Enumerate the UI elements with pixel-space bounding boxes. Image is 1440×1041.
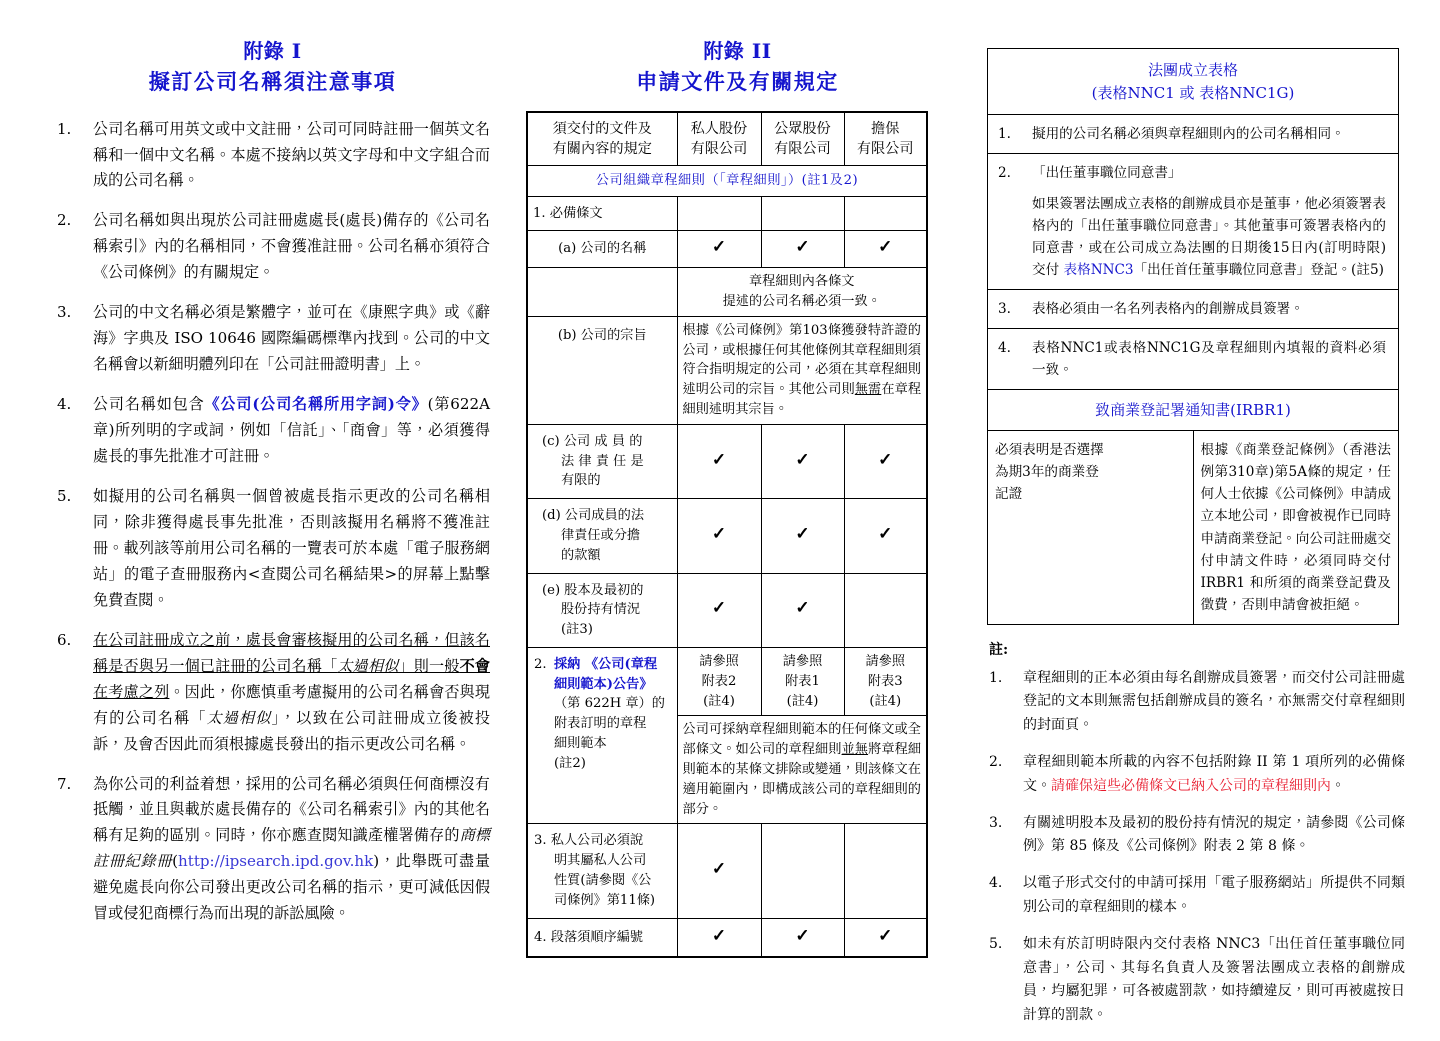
requirement-item-1	[988, 115, 1399, 154]
note-line-1: 章程細則內各條文	[749, 274, 855, 290]
blue-line-1: 採納 《公司(章程	[554, 656, 658, 672]
trademark-register-italic: 商標註冊紀錄冊	[93, 826, 490, 871]
tail-line-1: （第 622H 章）的	[554, 696, 665, 712]
row-label-mandatory-clauses: 1. 必備條文	[527, 196, 677, 231]
cell-public-check	[761, 918, 844, 957]
cell-empty	[527, 268, 677, 317]
cell-public-check	[761, 424, 844, 498]
item-number: 4.	[998, 340, 1011, 357]
table-row	[988, 154, 1399, 290]
label-line-1: (c) 公司 成 員 的	[542, 433, 643, 449]
paren-open: (	[172, 852, 179, 871]
item-text-underlined-2: 」則一般	[398, 656, 460, 675]
item-text: 表格NNC1或表格NNC1G及章程細則內填報的資料必須一致。	[1032, 340, 1386, 379]
list-item	[55, 772, 490, 928]
cell-public-check	[761, 573, 844, 647]
item-subtext	[1032, 193, 1386, 281]
subtext-pre: 如果簽署法團成立表格的創辦成員亦是董事，他必須簽署表格內的「出任董事職位同意書」。其他董事可簽署表格內的同意書，或在公司成立為法團的日期後15日內(訂明時限)交付	[1032, 196, 1386, 279]
check-icon: ✓	[878, 925, 893, 946]
table-row	[527, 424, 927, 498]
note-number: 1.	[989, 669, 1003, 686]
cell-guarantee-check	[844, 499, 927, 573]
list-item	[55, 208, 490, 286]
check-icon: ✓	[711, 859, 727, 880]
check-icon: ✓	[795, 925, 810, 946]
column-header-private-company	[677, 112, 761, 166]
cell-guarantee-check	[844, 918, 927, 957]
row-label-limited-liability	[527, 424, 677, 498]
cell-private-check	[677, 573, 761, 647]
column-header-public-company	[761, 112, 844, 166]
item-text: 公司名稱如與出現於公司註冊處處長(處長)備存的《公司名稱索引》內的名稱相同，不會獲准註冊。公司名稱亦須符合《公司條例》的有關規定。	[93, 211, 490, 282]
list-item	[55, 117, 490, 195]
item-text-underlined-3: 在考慮之列	[93, 682, 170, 701]
note-item	[987, 812, 1405, 860]
requirements-table	[526, 111, 928, 959]
schedule-line-2: 附表2	[701, 673, 737, 689]
table-row	[527, 918, 927, 957]
table-row	[527, 231, 927, 268]
label-line-2: 明其屬私人公司	[554, 853, 647, 869]
header-line-1: 須交付的文件及	[552, 120, 652, 137]
table-row	[527, 196, 927, 231]
check-icon: ✓	[711, 925, 727, 946]
table-row	[527, 648, 927, 716]
header-line-1: 私人股份	[690, 120, 748, 137]
check-icon: ✓	[795, 237, 810, 258]
brn-choice-label	[988, 431, 1194, 624]
item-number: 7.	[57, 774, 72, 793]
table-section-row	[527, 165, 927, 196]
row3-number: 3.	[534, 833, 547, 849]
item-body	[1032, 162, 1386, 281]
item-text-lead: 公司名稱如包含	[93, 395, 205, 414]
list-item	[55, 628, 490, 758]
model-articles-body	[534, 655, 672, 774]
header-line-1: 公眾股份	[774, 120, 831, 137]
item-text: 如擬用的公司名稱與一個曾被處長指示更改的公司名稱相同，除非獲得處長事先批准，否則該擬用名稱將不獲准註冊。載列該等前用公司名稱的一覽表可於本處「電子服務網站」的電子查冊服務內<查閱公司名稱結果>的屏幕上點擊免費查閱。	[93, 487, 490, 609]
table-row	[527, 268, 927, 317]
title-line-1: 法團成立表格	[1147, 61, 1238, 79]
table-row	[527, 316, 927, 424]
table-row	[988, 290, 1399, 329]
check-icon: ✓	[878, 237, 893, 258]
cell-private-check	[677, 231, 761, 268]
cell-guarantee-check	[844, 424, 927, 498]
item-number: 2.	[998, 165, 1011, 182]
table-row	[527, 499, 927, 573]
item-number: 5.	[57, 487, 72, 505]
appendix-1-label: 附錄 I	[243, 39, 302, 63]
cell-empty	[677, 196, 761, 231]
check-icon: ✓	[795, 598, 810, 619]
list-item	[55, 392, 490, 470]
label-line-2: 法 律 責 任 是	[561, 453, 644, 469]
row-label-model-articles	[527, 648, 677, 824]
row-label-company-objects: (b) 公司的宗旨	[527, 316, 677, 424]
label-line-1: 必須表明是否選擇	[995, 442, 1104, 459]
requirement-item-2	[988, 154, 1399, 290]
column-header-guarantee-company	[844, 112, 927, 166]
note-underlined: 並無	[841, 742, 869, 758]
form-nnc3-reference: 表格NNC3	[1063, 262, 1134, 279]
note-text-pre: 章程細則範本所載的內容不包括附錄 II 第 1 項所列的必備條文。	[1023, 753, 1405, 794]
objects-text-underlined: 無需	[854, 382, 882, 398]
label-line-4: 司條例》第11條)	[554, 892, 656, 908]
note-text: 章程細則的正本必須由每名創辦成員簽署，而交付公司註冊處登記的文本則無需包括創辦成員的簽名，亦無需交付章程細則的封面頁。	[1023, 669, 1405, 734]
table-row	[527, 573, 927, 647]
label-line-3: 性質(請參閱《公	[554, 872, 652, 888]
item-text-underlined-bold: 不會	[459, 656, 490, 675]
item-text-tail: (第622A章)所列明的字或詞，例如「信託」、「商會」等，必須獲得處長的事先批准才可註冊。	[93, 395, 490, 466]
label-line-2: 律責任或分擔	[561, 528, 641, 544]
note-pre: 公司可採納章程細則範本的任何條文或全部條文。如公司的章程細則	[682, 722, 921, 758]
item-number: 3.	[998, 301, 1011, 318]
item-text: 擬用的公司名稱必須與章程細則內的公司名稱相同。	[1032, 126, 1345, 142]
appendix-2-label: 附錄 II	[703, 39, 772, 63]
check-icon: ✓	[711, 237, 727, 258]
header-line-2: 有限公司	[690, 140, 748, 157]
column-header-documents	[527, 112, 677, 166]
label-line-3: 有限的	[561, 473, 601, 489]
subtext-post: 「出任首任董事職位同意書」登記。(註5)	[1133, 262, 1384, 279]
cell-empty	[844, 196, 927, 231]
check-icon: ✓	[711, 449, 727, 470]
row-label-private-company-statement	[527, 824, 677, 918]
label-line-1: (d) 公司成員的法	[542, 508, 645, 524]
row2-number: 2.	[534, 657, 547, 673]
schedule-line-3: (註4)	[703, 693, 735, 709]
appendix-2-heading	[520, 38, 955, 97]
row-label-liability-amount	[527, 499, 677, 573]
articles-of-association-section-bar: 公司組織章程細則（「章程細則」）(註1及2)	[527, 165, 927, 196]
brn-choice-text: 根據《商業登記條例》（香港法例第310章)第5A條的規定，任何人士依據《公司條例》申請成立本地公司，即會被視作已同時申請商業登記。向公司註冊處交付申請文件時，必須同時交付IRBR1 和所須的商業登記費及徵費，否則申請會被拒絕。	[1193, 431, 1399, 624]
table-header-row	[527, 112, 927, 166]
tail-line-2: 附表訂明的章程	[554, 716, 647, 732]
header-line-1: 擔保	[871, 120, 900, 137]
blue-line-2: 細則範本)公告》	[554, 676, 653, 692]
cell-private-check	[677, 824, 761, 918]
note-item	[987, 751, 1405, 799]
item-number: 6.	[57, 630, 72, 649]
label-line-2: 為期3年的商業登	[995, 464, 1099, 481]
tail-line-4: (註2)	[554, 755, 586, 771]
ordinance-name-highlight: 《公司(公司名稱所用字詞)令》	[204, 395, 428, 414]
note-item	[987, 667, 1405, 738]
cell-guarantee-empty	[844, 824, 927, 918]
notes-heading: 註:	[989, 641, 1009, 658]
list-item	[55, 484, 490, 614]
item-text: 公司名稱可用英文或中文註冊，公司可同時註冊一個英文名稱和一個中文名稱。本處不接納以英文字母和中文字組合而成的公司名稱。	[93, 119, 490, 190]
notes-list	[987, 667, 1405, 1028]
incorporation-form-title	[988, 49, 1399, 115]
note-text-post: 。	[1331, 777, 1345, 794]
list-item	[55, 300, 490, 378]
item-number: 2.	[57, 211, 72, 230]
item-number: 1.	[998, 126, 1011, 142]
schedule-line-2: 附表1	[785, 673, 820, 689]
item-text-tail: 。因此，你應慎重考慮擬用的公司名稱會否與現有的公司名稱「	[93, 682, 490, 727]
header-line-2: 有限公司	[774, 140, 831, 157]
header-line-2: 有限公司	[856, 140, 914, 157]
appendix-1-list	[55, 117, 490, 928]
company-name-consistency-note	[677, 268, 927, 317]
label-line-3: 的款額	[561, 547, 601, 563]
row-label-share-capital	[527, 573, 677, 647]
cell-private-schedule	[677, 648, 761, 716]
schedule-line-3: (註4)	[869, 693, 902, 709]
irbr1-section-bar: 致商業登記署通知書(IRBR1)	[988, 390, 1399, 431]
title-line-2: (表格NNC1 或 表格NNC1G)	[1091, 83, 1295, 102]
paren-close: )	[373, 852, 380, 871]
ipsearch-link[interactable]: http://ipsearch.ipd.gov.hk	[178, 852, 374, 871]
company-objects-text	[677, 316, 927, 424]
appendix-1-heading	[55, 38, 490, 97]
item-text-underlined: 在公司註冊成立之前，處長會審核擬用的公司名稱，但該名稱是否與另一個已註冊的公司名稱「	[93, 630, 490, 675]
item-text-part1: 為你公司的利益着想，採用的公司名稱必須與任何商標沒有抵觸，並且與載於處長備存的《公司名稱索引》內的其他名稱有足夠的區別。同時，你亦應查閱知識產權署備存的	[93, 774, 490, 845]
note-item	[987, 933, 1405, 1028]
note-number: 5.	[989, 935, 1003, 952]
note-number: 3.	[989, 814, 1003, 831]
schedule-line-1: 請參照	[782, 654, 823, 670]
schedule-line-3: (註4)	[786, 693, 819, 709]
table-section-row	[988, 390, 1399, 431]
table-row	[988, 431, 1399, 624]
objects-text-post: 在章程細則述明其宗旨。	[682, 382, 922, 418]
requirement-item-4	[988, 329, 1399, 390]
appendix-1-column	[0, 0, 520, 941]
row-label-numbered-paragraphs: 4. 段落須順序編號	[527, 918, 677, 957]
item-number: 4.	[57, 395, 72, 414]
label-line-2: 股份持有情況	[561, 602, 641, 618]
appendix-1-title: 擬訂公司名稱須注意事項	[148, 68, 397, 94]
schedule-line-1: 請參照	[699, 654, 739, 670]
note-number: 2.	[989, 753, 1003, 770]
note-text: 以電子形式交付的申請可採用「電子服務網站」所提供不同類別公司的章程細則的樣本。	[1023, 875, 1405, 915]
label-line-3: 記證	[995, 486, 1023, 503]
item-text-italic: 太過相似	[206, 708, 272, 727]
header-line-2: 有關內容的規定	[552, 140, 652, 157]
table-row	[988, 115, 1399, 154]
label-line-3: (註3)	[561, 622, 593, 638]
cell-private-check	[677, 424, 761, 498]
cell-public-empty	[761, 824, 844, 918]
tail-line-3: 細則範本	[554, 736, 607, 751]
item-text: 「出任董事職位同意書」	[1032, 165, 1182, 182]
requirement-item-3	[988, 290, 1399, 329]
check-icon: ✓	[795, 449, 810, 470]
note-text-highlight: 請確保這些必備條文已納入公司的章程細則內	[1051, 777, 1331, 794]
item-number: 3.	[57, 303, 72, 322]
schedule-line-2: 附表3	[867, 673, 903, 689]
check-icon: ✓	[878, 524, 893, 545]
schedule-line-1: 請參照	[865, 654, 906, 670]
cell-empty	[761, 196, 844, 231]
cell-guarantee-check	[844, 231, 927, 268]
note-item	[987, 872, 1405, 920]
cell-public-check	[761, 499, 844, 573]
cell-guarantee-schedule	[844, 648, 927, 716]
check-icon: ✓	[795, 524, 810, 545]
table-header-row	[988, 49, 1399, 115]
item-text: 表格必須由一名名列表格內的創辦成員簽署。	[1032, 301, 1304, 318]
check-icon: ✓	[878, 449, 893, 470]
check-icon: ✓	[711, 524, 727, 545]
appendix-2-title: 申請文件及有關規定	[636, 68, 839, 94]
row-label-company-name: (a) 公司的名稱	[527, 231, 677, 268]
item-text-part2: ，此舉既可盡量避免處長向你公司發出更改公司名稱的指示，更可減低因假冒或侵犯商標行為而出現的訴訟風險。	[93, 852, 490, 923]
note-line-2: 提述的公司名稱必須一致。	[722, 294, 881, 310]
cell-public-schedule	[761, 648, 844, 716]
note-text: 如未有於訂明時限內交付表格 NNC3「出任首任董事職位同意書」，公司、其每名負責人及簽署法團成立表格的創辦成員，均屬犯罪，可各被處罰款，如持續違反，則可再被處按日計算的罰款。	[1023, 935, 1405, 1024]
note-text: 有關述明股本及最初的股份持有情況的規定，請參閱《公司條例》第 85 條及《公司條例》附表 2 第 8 條。	[1023, 814, 1405, 855]
check-icon: ✓	[711, 598, 727, 619]
objects-text-pre: 根據《公司條例》第103條獲發特許證的公司，或根據任何其他條例其章程細則須符合指明規定的公司，必須在其章程細則述明公司的宗旨。其他公司則	[682, 322, 921, 398]
table-row	[988, 329, 1399, 390]
label-line-1: 私人公司必須說	[550, 833, 644, 849]
incorporation-form-table	[987, 48, 1399, 625]
note-number: 4.	[989, 875, 1003, 892]
item-text-underlined-italic: 太過相似	[337, 656, 399, 675]
cell-private-check	[677, 918, 761, 957]
appendix-2-column	[520, 0, 965, 958]
item-number: 1.	[57, 119, 72, 138]
note-post: 將章程細則範本的某條文排除或變通，則該條文在適用範圍內，即構成該公司的章程細則的部分。	[682, 742, 922, 817]
item-text-tail-2: 」，以致在公司註冊成立後被投訴，及會否因此而須根據處長發出的指示更改公司名稱。	[93, 708, 490, 753]
incorporation-form-column	[965, 0, 1440, 1041]
cell-public-check	[761, 231, 844, 268]
table-row	[527, 824, 927, 918]
cell-private-check	[677, 499, 761, 573]
model-articles-adoption-note	[677, 716, 927, 824]
item-text: 公司的中文名稱必須是繁體字，並可在《康熙字典》或《辭海》字典及 ISO 10646 國際編碼標準內找到。公司的中文名稱會以新細明體列印在「公司註冊證明書」上。	[93, 303, 490, 374]
cell-guarantee-empty	[844, 573, 927, 647]
label-line-1: (e) 股本及最初的	[542, 582, 644, 598]
